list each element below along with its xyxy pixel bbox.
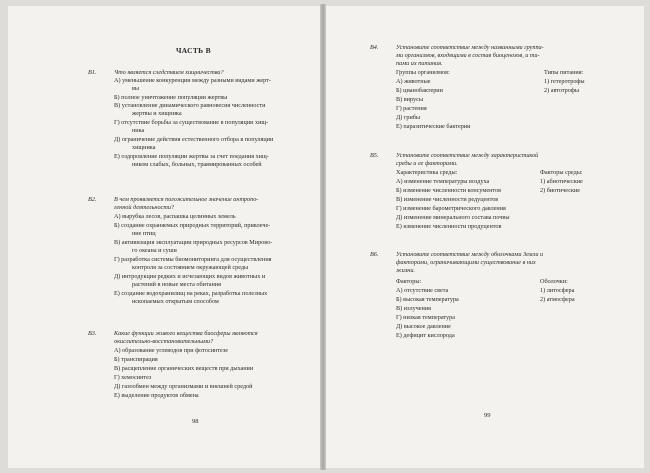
match-option: 1) литосфера <box>540 287 575 294</box>
option-line: В) активизация эксплуатации природных ресурсов Мирово- <box>114 239 273 246</box>
match-item: А) животные <box>396 78 431 85</box>
question-number: В2. <box>88 196 97 203</box>
match-item: Е) паразитические бактерии <box>396 123 471 130</box>
match-item: Г) изменение барометрического давления <box>396 205 506 212</box>
match-item: Д) высокое давление <box>396 323 451 330</box>
match-item: Е) дефицит кислорода <box>396 332 455 339</box>
option-line: хищника <box>132 144 156 151</box>
question-text: факторами, ограничивающими существование в них <box>396 259 536 266</box>
match-item: А) отсутствие света <box>396 287 449 294</box>
option-line: жертвы и хищника <box>132 110 182 117</box>
question-text: В чем проявляется положительное значение антропо- <box>114 196 259 203</box>
question-text: пами их питания. <box>396 60 443 67</box>
match-item: Е) изменение численности продуцентов <box>396 223 502 230</box>
option-line: ника <box>132 127 145 134</box>
option-line: Г) хемосинтез <box>114 374 152 381</box>
match-item: А) изменение температуры воздуха <box>396 178 490 185</box>
match-item: Г) низкая температура <box>396 314 455 321</box>
option-line: А) вырубка лесов, распашка целинных земель <box>114 213 236 220</box>
option-line: Д) интродукция редких и исчезающих видов животных и <box>114 273 266 280</box>
question-text: среды и ее факторами. <box>396 160 458 167</box>
option-line: В) расщепление органических веществ при дыхании <box>114 365 254 372</box>
question-number: В3. <box>88 330 97 337</box>
match-item: В) излучения <box>396 305 431 312</box>
page-number-right: 99 <box>484 412 491 419</box>
match-item: В) изменение численности редуцентов <box>396 196 499 203</box>
option-line: Е) оздоровление популяции жертвы за счет поедания хищ- <box>114 153 269 160</box>
match-item: Д) изменение минерального состава почвы <box>396 214 510 221</box>
part-title: ЧАСТЬ В <box>176 46 211 55</box>
option-line: ние птиц <box>132 230 156 237</box>
option-line: Д) ограничение действия естественного отбора в популяции <box>114 136 274 143</box>
question-text: Установите соответствие между оболочками Земли и <box>396 251 544 258</box>
match-option: 1) гетеротрофы <box>544 78 585 85</box>
match-item: Б) высокая температура <box>396 296 459 303</box>
question-text: жизни. <box>396 267 415 274</box>
option-line: В) установление динамического равновесия численности <box>114 102 266 109</box>
match-option: 2) автотрофы <box>544 87 579 94</box>
match-item: Б) цианобактерии <box>396 87 443 94</box>
option-line: Б) транспирация <box>114 356 158 363</box>
option-line: Е) выделение продуктов обмена <box>114 392 199 399</box>
option-line: растений в новые места обитания <box>132 281 221 288</box>
match-item: Б) изменение численности консументов <box>396 187 502 194</box>
question-text: Что является следствием хищничества? <box>114 69 224 76</box>
option-line: Д) газообмен между организмами и внешней средой <box>114 383 253 390</box>
option-line: Е) создание водохранилищ на реках, разработка полезных <box>114 290 268 297</box>
question-text: Какие функции живого вещества биосферы являются <box>114 330 258 337</box>
column-header: Оболочки: <box>540 278 568 285</box>
right-page <box>326 6 644 468</box>
option-line: Г) разработка системы биомониторинга для осуществления <box>114 256 272 263</box>
question-text: генной деятельности? <box>114 204 175 211</box>
column-header: Типы питания: <box>544 69 584 76</box>
question-text: Установите соответствие между названными группа- <box>396 44 544 51</box>
option-line: вы <box>132 85 140 92</box>
option-line: ископаемых открытым способом <box>132 298 219 305</box>
match-option: 2) атмосфера <box>540 296 575 303</box>
option-line: го океана и суши <box>132 247 177 254</box>
option-line: Б) полное уничтожение популяции жертвы <box>114 94 228 101</box>
column-header: Факторы среды: <box>540 169 583 176</box>
option-line: А) уменьшение конкуренции между разными видами жерт- <box>114 77 271 84</box>
question-text: ми организмов, входящими в состав биоценозов, и ти- <box>396 52 540 59</box>
question-number: В5. <box>370 152 379 159</box>
question-number: В6. <box>370 251 379 258</box>
option-line: Б) создание охраняемых природных территорий, привлече- <box>114 222 271 229</box>
column-header: Группы организмов: <box>396 69 450 76</box>
match-item: В) вирусы <box>396 96 423 103</box>
match-option: 1) абиотические <box>540 178 583 185</box>
option-line: ником слабых, больных, травмированных особей <box>132 161 262 168</box>
question-number: В1. <box>88 69 97 76</box>
question-number: В4. <box>370 44 379 51</box>
page-number-left: 98 <box>192 418 199 425</box>
question-text: окислительно-восстановительными? <box>114 338 214 345</box>
column-header: Характеристика среды: <box>396 169 458 176</box>
option-line: контроля за состоянием окружающей среды <box>132 264 249 271</box>
question-text: Установите соответствие между характеристикой <box>396 152 539 159</box>
match-item: Д) грибы <box>396 114 421 121</box>
option-line: А) образование углеводов при фотосинтезе <box>114 347 229 354</box>
option-line: Г) отсутствие борьбы за существование в популяции хищ- <box>114 119 269 126</box>
match-item: Г) растения <box>396 105 427 112</box>
match-option: 2) биотические <box>540 187 581 194</box>
column-header: Факторы: <box>396 278 422 285</box>
